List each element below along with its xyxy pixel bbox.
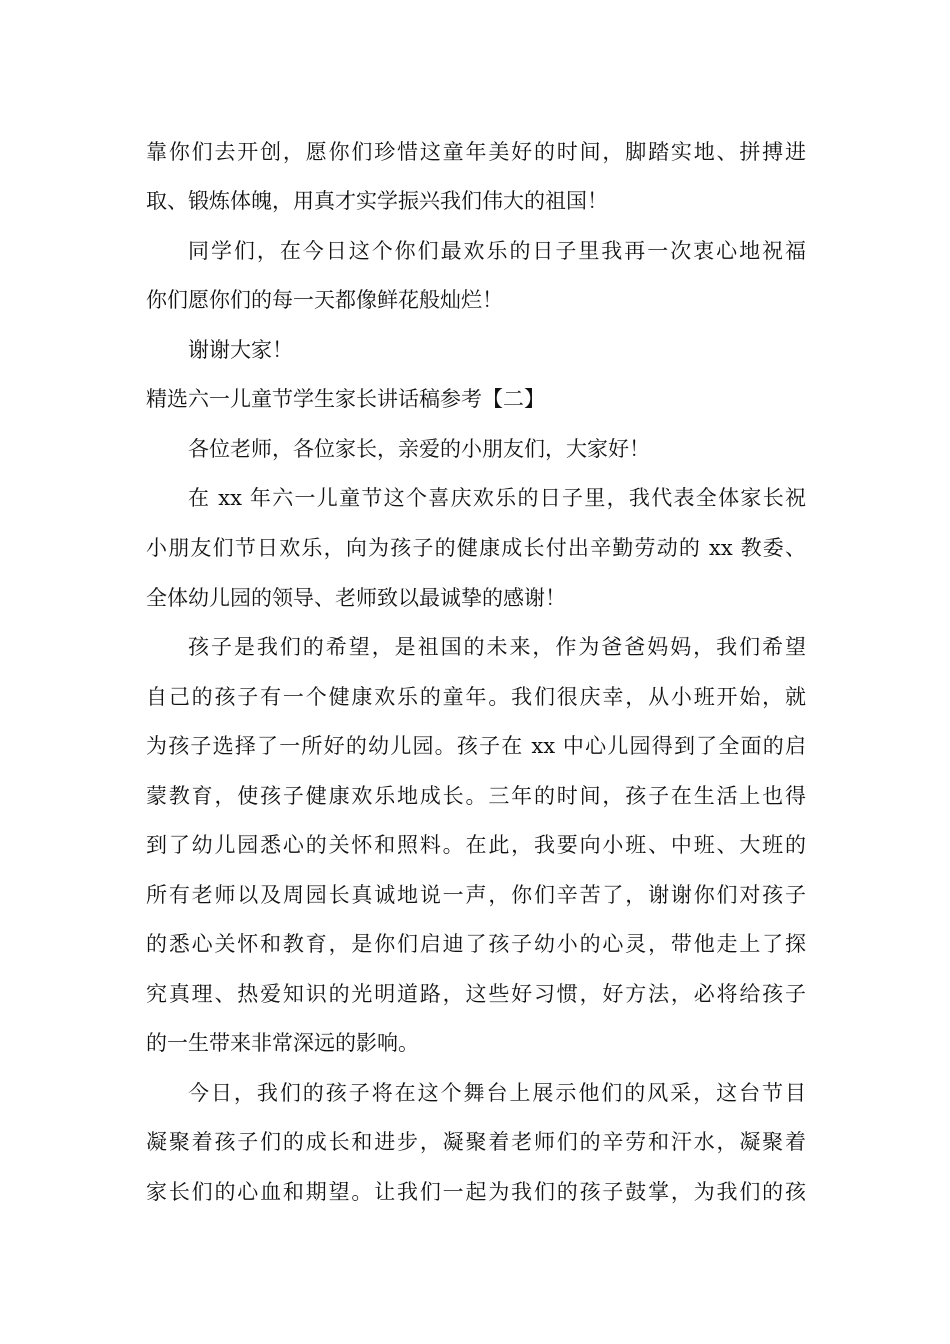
text-line: 所有老师以及周园长真诚地说一声，你们辛苦了，谢谢你们对孩子: [146, 883, 806, 907]
text-line: 今日，我们的孩子将在这个舞台上展示他们的风采，这台节目: [188, 1081, 806, 1105]
section-heading: 精选六一儿童节学生家长讲话稿参考【二】: [146, 387, 545, 411]
text-line: 到了幼儿园悉心的关怀和照料。在此，我要向小班、中班、大班的: [146, 833, 806, 857]
text-line: 小朋友们节日欢乐，向为孩子的健康成长付出辛勤劳动的 xx 教委、: [146, 536, 806, 560]
text-line: 全体幼儿园的领导、老师致以最诚挚的感谢！: [146, 586, 566, 610]
text-line: 取、锻炼体魄，用真才实学振兴我们伟大的祖国！: [146, 189, 608, 213]
text-line: 为孩子选择了一所好的幼儿园。孩子在 xx 中心儿园得到了全面的启: [146, 734, 806, 758]
text-line: 的悉心关怀和教育，是你们启迪了孩子幼小的心灵，带他走上了探: [146, 932, 806, 956]
text-line: 谢谢大家！: [188, 338, 293, 362]
text-line: 蒙教育，使孩子健康欢乐地成长。三年的时间，孩子在生活上也得: [146, 784, 806, 808]
text-line: 究真理、热爱知识的光明道路，这些好习惯，好方法，必将给孩子: [146, 982, 806, 1006]
text-line: 在 xx 年六一儿童节这个喜庆欢乐的日子里，我代表全体家长祝: [188, 486, 806, 510]
text-line: 家长们的心血和期望。让我们一起为我们的孩子鼓掌，为我们的孩: [146, 1180, 806, 1204]
text-line: 靠你们去开创，愿你们珍惜这童年美好的时间，脚踏实地、拼搏进: [146, 140, 806, 164]
text-line: 各位老师，各位家长，亲爱的小朋友们，大家好！: [188, 437, 650, 461]
text-line: 你们愿你们的每一天都像鲜花般灿烂！: [146, 288, 503, 312]
text-line: 自己的孩子有一个健康欢乐的童年。我们很庆幸，从小班开始，就: [146, 685, 806, 709]
text-line: 凝聚着孩子们的成长和进步，凝聚着老师们的辛劳和汗水，凝聚着: [146, 1130, 806, 1154]
text-line: 同学们，在今日这个你们最欢乐的日子里我再一次衷心地祝福: [188, 239, 806, 263]
text-line: 孩子是我们的希望，是祖国的未来，作为爸爸妈妈，我们希望: [188, 635, 806, 659]
text-line: 的一生带来非常深远的影响。: [146, 1031, 419, 1055]
